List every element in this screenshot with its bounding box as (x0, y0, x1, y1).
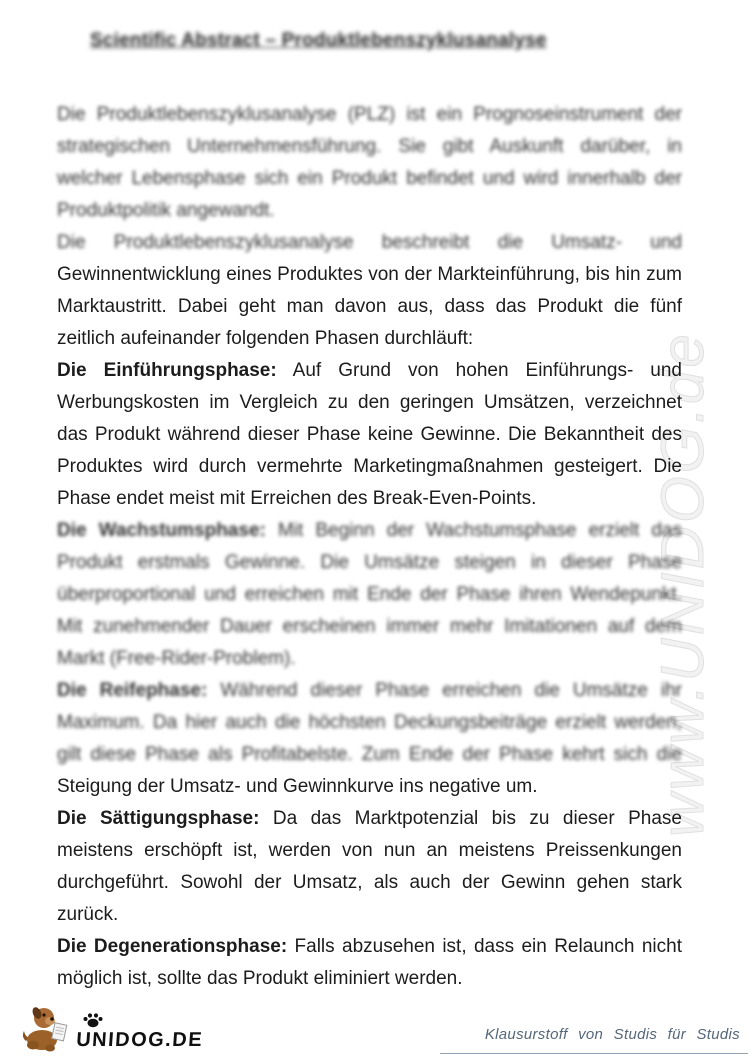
paragraph-reifephase-last-line: Steigung der Umsatz- und Gewinnkurve ins negative um. (57, 776, 538, 797)
paragraph-intro: Die Produktlebenszyklusanalyse (PLZ) ist ein Prognoseinstrument der strategischen Unternehmensführung. Sie gibt Auskunft darüber, in welcher Lebensphase sich ein Produkt befindet und wird innerhalb der Produktpolitik angewandt. (57, 104, 682, 221)
paragraph-degenerationsphase (57, 931, 682, 995)
wachstumsphase-text: Mit Beginn der Wachstumsphase erzielt das Produkt erstmals Gewinne. Die Umsätze steigen in dieser Phase überproportional und erreichen mit Ende der Phase ihren Wendepunkt. Mit zunehmender Dauer erscheinen immer mehr Imitationen auf dem Markt (Free-Rider-Problem). (57, 520, 682, 669)
wachstumsphase-heading: Die Wachstumsphase: (57, 520, 266, 541)
paragraph-wachstumsphase (57, 515, 682, 675)
document-body (57, 99, 682, 995)
reifephase-heading: Die Reifephase: (57, 680, 208, 701)
paragraph-saettigungsphase (57, 803, 682, 931)
unidog-logo-text: UNIDOG.DE (75, 1029, 204, 1051)
paragraph-einfuehrungsphase (57, 355, 682, 515)
degenerationsphase-text: Falls abzusehen ist, dass ein Relaunch nicht möglich ist, sollte das Produkt eliminiert werden. (57, 936, 682, 989)
paw-print-icon (82, 1012, 104, 1033)
degenerationsphase-heading: Die Degenerationsphase: (57, 936, 288, 957)
paragraph-reifephase (57, 675, 682, 771)
footer-divider (440, 1053, 748, 1054)
page-title: Scientific Abstract – Produktlebenszyklusanalyse (90, 30, 547, 51)
reifephase-text: Während dieser Phase erreichen die Umsätze ihr Maximum. Da hier auch die höchsten Deckungsbeiträge erzielt werden, gilt diese Phase als Profitabelste. Zum Ende der Phase kehrt sich die (57, 680, 683, 765)
einfuehrungsphase-heading: Die Einführungsphase: (57, 360, 277, 381)
footer-tagline: Klausurstoff von Studis für Studis (484, 1026, 740, 1043)
unidog-logo (20, 1008, 203, 1058)
paragraph-overview-blurred-line: Die Produktlebenszyklusanalyse beschreibt die Umsatz- und (57, 232, 682, 253)
saettigungsphase-heading: Die Sättigungsphase: (57, 808, 260, 829)
dog-mascot-icon (20, 1003, 72, 1058)
saettigungsphase-text: Da das Marktpotenzial bis zu dieser Phase meistens erschöpft ist, werden von nun an meistens Preissenkungen durchgeführt. Sowohl der Umsatz, als auch der Gewinn gehen stark zurück. (57, 808, 682, 925)
unidog-watermark: www.UNIDOG.de (649, 331, 716, 837)
paragraph-overview: Gewinnentwicklung eines Produktes von der Markteinführung, bis hin zum Marktaustritt. Dabei geht man davon aus, dass das Produkt die fünf zeitlich aufeinander folgenden Phasen durchläuft: (57, 264, 682, 349)
einfuehrungsphase-text: Auf Grund von hohen Einführungs- und Werbungskosten im Vergleich zu den geringen Umsätzen, verzeichnet das Produkt während dieser Phase keine Gewinne. Die Bekanntheit des Produktes wird durch vermehrte Marketingmaßnahmen gesteigert. Die Phase endet meist mit Erreichen des Break-Even-Points. (57, 360, 682, 509)
